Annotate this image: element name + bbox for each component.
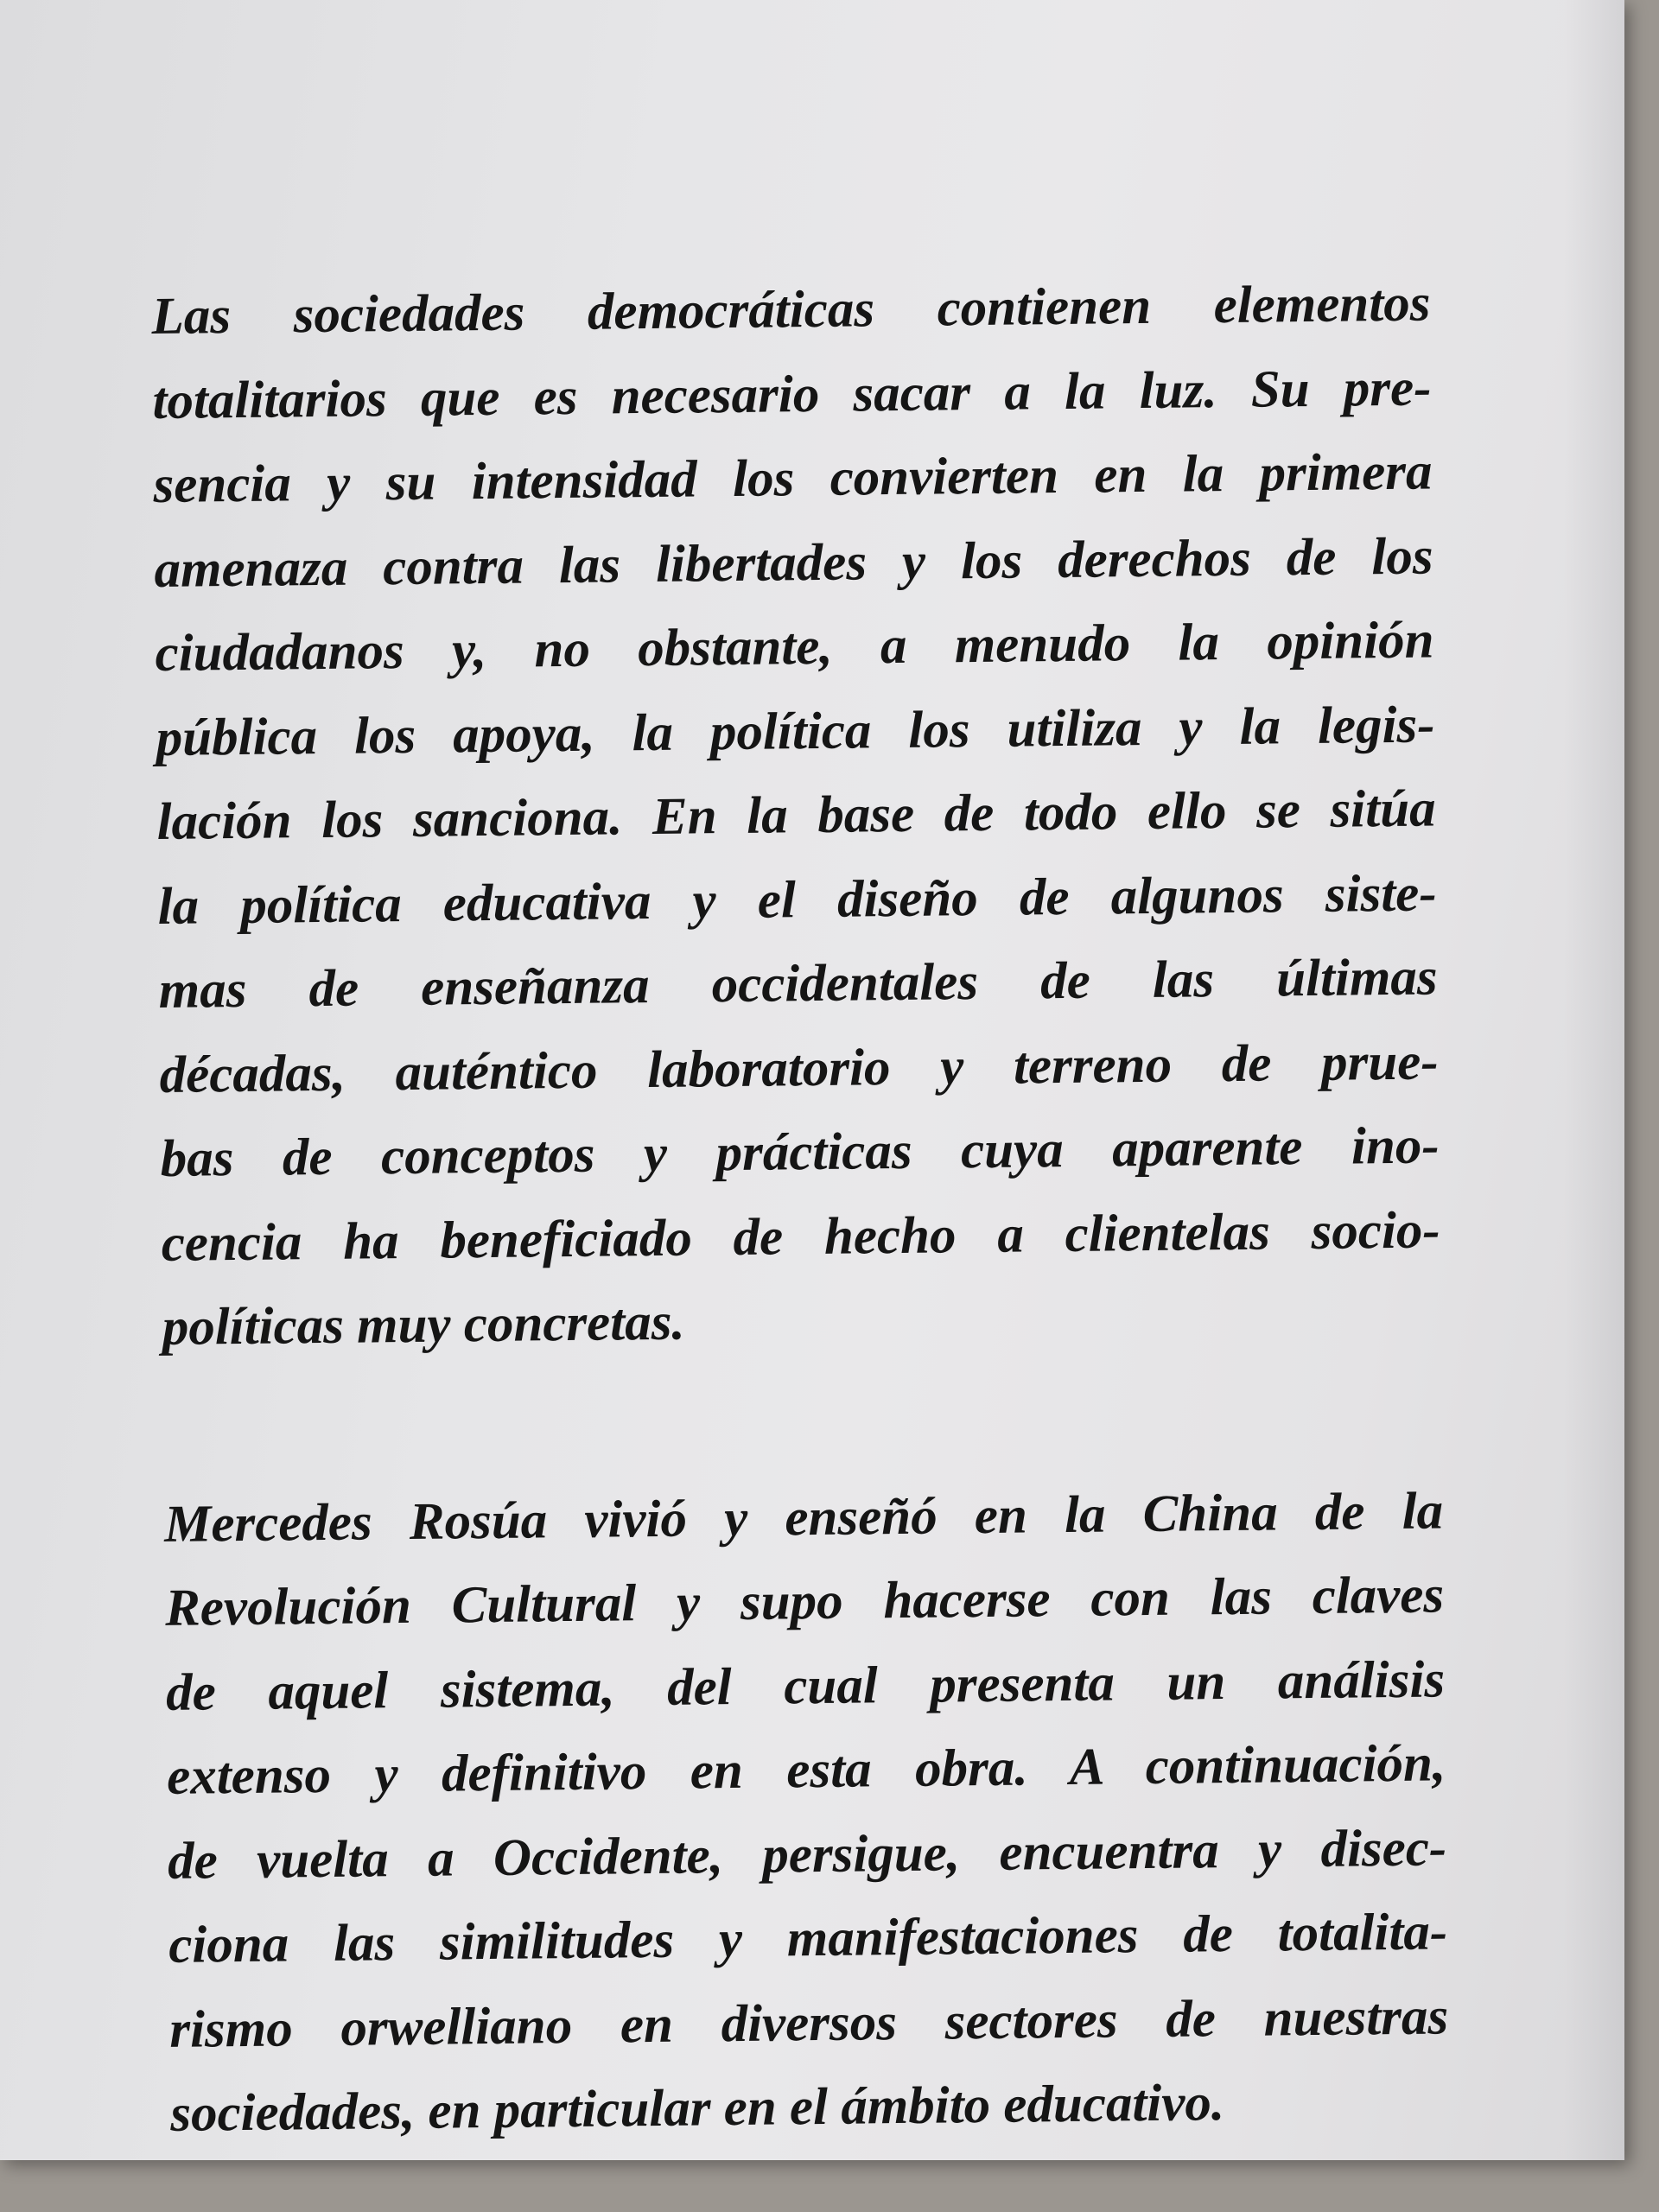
cover-edge-shading (1564, 0, 1624, 2160)
text-line: décadas, auténtico laboratorio y terreno de prue- (159, 1032, 1439, 1104)
text-line: lación los sanciona. En la base de todo ello se sitúa (156, 779, 1436, 851)
text-line: Mercedes Rosúa vivió y enseñó en la China de la (163, 1481, 1444, 1554)
back-cover-blurb (151, 262, 1450, 2157)
text-line: mas de enseñanza occidentales de las últimas (158, 948, 1438, 1020)
text-line: amenaza contra las libertades y los derechos de los (154, 526, 1433, 599)
text-line: totalitarios que es necesario sacar a la luz. Su pre- (152, 358, 1432, 430)
text-line: sencia y su intensidad los convierten en la primera (153, 442, 1433, 514)
text-line: Revolución Cultural y supo hacerse con las claves (164, 1566, 1445, 1637)
text-line: extenso y definitivo en esta obra. A continuación, (166, 1734, 1446, 1806)
text-line: de vuelta a Occidente, persigue, encuentra y disec- (167, 1818, 1447, 1891)
text-line: sociedades, en particular en el ámbito educativo. (169, 2074, 1225, 2143)
text-line: ciona las similitudes y manifestaciones de totalita- (168, 1903, 1448, 1974)
text-line: la política educativa y el diseño de algunos siste- (157, 863, 1437, 936)
text-line: cencia ha beneficiado de hecho a clientelas socio- (161, 1200, 1441, 1273)
text-line: Las sociedades democráticas contienen elementos (151, 274, 1431, 346)
text-line: de aquel sistema, del cual presenta un análisis (165, 1649, 1446, 1722)
paragraph-spacer (162, 1357, 1442, 1482)
blurb-paragraph-2 (164, 1469, 1450, 2156)
blurb-paragraph-1 (151, 262, 1441, 1370)
text-line: bas de conceptos y prácticas cuya aparente ino- (160, 1116, 1440, 1188)
text-line: ciudadanos y, no obstante, a menudo la opinión (155, 611, 1434, 683)
text-line: políticas muy concretas. (162, 1293, 685, 1357)
text-line: rismo orwelliano en diversos sectores de nuestras (168, 1986, 1449, 2059)
text-line: pública los apoya, la política los utiliza y la legis- (156, 695, 1435, 767)
